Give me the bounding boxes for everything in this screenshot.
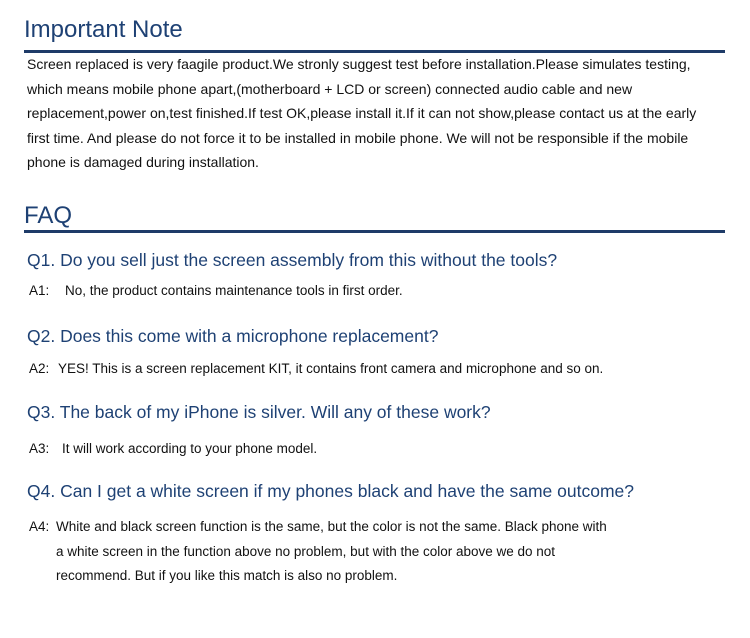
faq-answer-4-label: A4: (29, 519, 50, 534)
faq-question-1: Q1. Do you sell just the screen assembly from this without the tools? (27, 250, 558, 270)
faq-answer-2-text: YES! This is a screen replacement KIT, it contains front camera and microphone and so on. (58, 361, 604, 376)
faq-question-3: Q3. The back of my iPhone is silver. Will any of these work? (27, 402, 491, 422)
faq-answer-1 (29, 279, 709, 304)
faq-answer-2 (29, 357, 709, 382)
faq-answer-2-label: A2: (29, 361, 50, 376)
faq-question-2: Q2. Does this come with a microphone replacement? (27, 326, 439, 346)
faq-heading: FAQ (24, 202, 73, 229)
faq-answer-1-label: A1: (29, 283, 50, 298)
faq-answer-3-text: It will work according to your phone model. (62, 441, 318, 456)
important-note-heading: Important Note (24, 16, 183, 43)
faq-answer-3-label: A3: (29, 441, 50, 456)
faq-question-4: Q4. Can I get a white screen if my phones black and have the same outcome? (27, 481, 635, 501)
faq-answer-4 (29, 515, 609, 589)
important-note-body: Screen replaced is very faagile product.We stronly suggest test before installation.Please simulates testing, which means mobile phone apart,(motherboard + LCD or screen) connected audio cable and new replacement,power on,test finished.If test OK,please install it.If it can not show,please contact us at the early first time. And please do not force it to be installed in mobile phone. We will not be responsible if the mobile phone is damaged during installation. (27, 56, 697, 170)
faq-divider (24, 230, 725, 233)
faq-answer-4-text: White and black screen function is the same, but the color is not the same. Black phone with a white screen in the function above no problem, but with the color above we do not recommend. But if you like this match is also no problem. (56, 519, 607, 583)
faq-answer-3 (29, 437, 709, 462)
faq-answer-1-text: No, the product contains maintenance tools in first order. (65, 283, 403, 298)
